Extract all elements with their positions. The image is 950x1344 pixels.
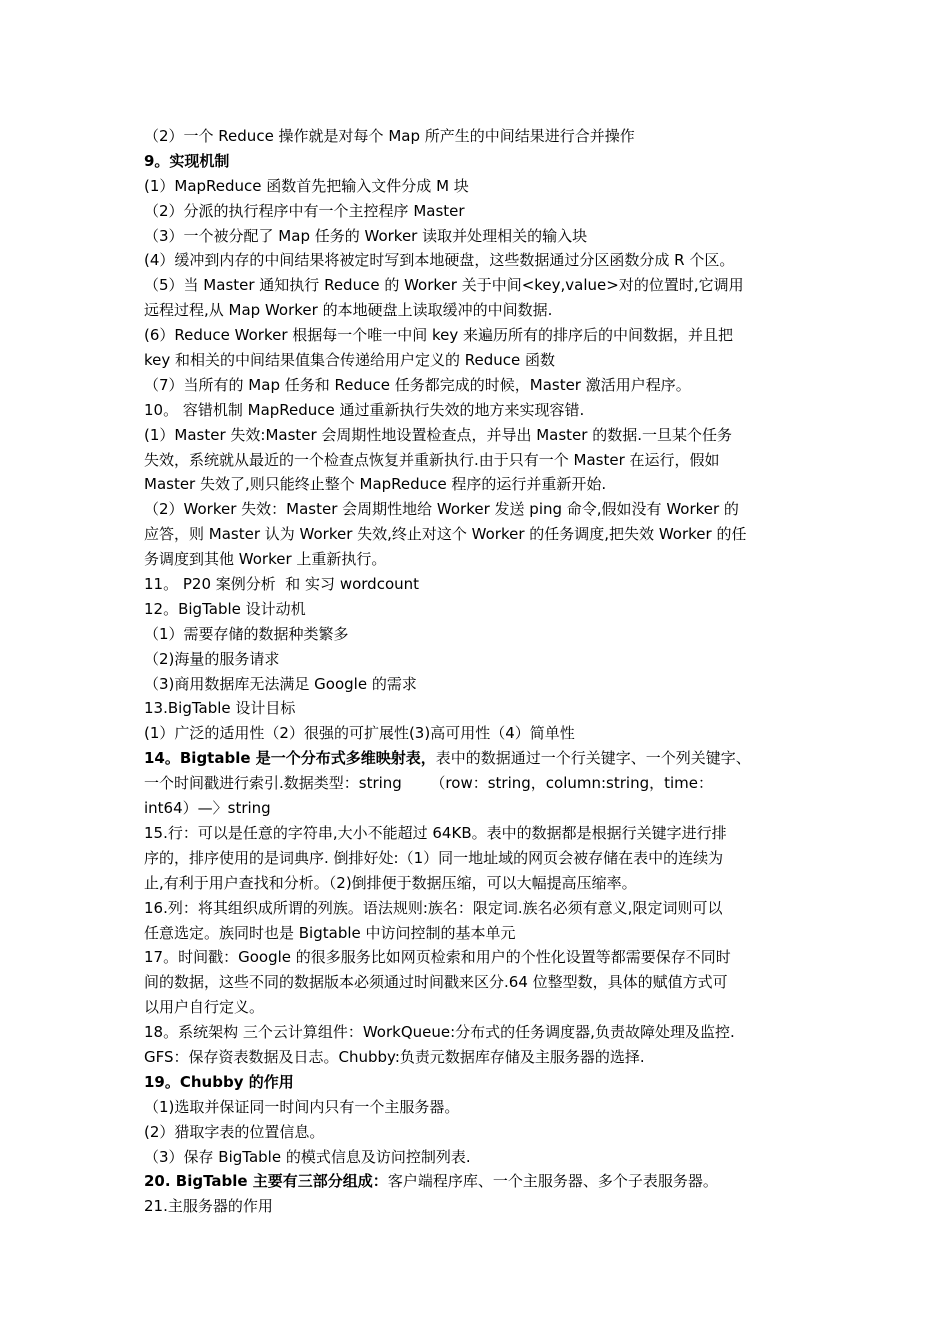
text-line [144, 398, 810, 423]
text-line [144, 970, 810, 995]
line-text: （3）保存 BigTable 的模式信息及访问控制列表. [144, 1147, 471, 1166]
line-text: 15.行：可以是任意的字符串,大小不能超过 64KB。表中的数据都是根据行关键字进行排 [144, 823, 727, 842]
line-text: key 和相关的中间结果值集合传递给用户定义的 Reduce 函数 [144, 351, 556, 370]
text-line [144, 821, 810, 846]
line-text: 13.BigTable 设计目标 [144, 699, 296, 718]
line-text: 10。 容错机制 MapReduce 通过重新执行失效的地方来实现容错. [144, 400, 585, 419]
text-line [144, 547, 810, 572]
bold-heading: 14。Bigtable 是一个分布式多维映射表， [144, 749, 436, 768]
text-line [144, 896, 810, 921]
line-text: （3）一个被分配了 Map 任务的 Worker 读取并处理相关的输入块 [144, 226, 588, 245]
text-line [144, 721, 810, 746]
text-line [144, 1120, 810, 1145]
line-text: 任意选定。族同时也是 Bigtable 中访问控制的基本单元 [144, 923, 516, 942]
text-line [144, 1045, 810, 1070]
text-line [144, 647, 810, 672]
line-text: 序的，排序使用的是词典序. 倒排好处:（1）同一地址域的网页会被存储在表中的连续为 [144, 848, 724, 867]
line-text: （1)选取并保证同一时间内只有一个主服务器。 [144, 1097, 460, 1116]
text-line [144, 1194, 810, 1219]
bold-heading: 9。实现机制 [144, 151, 230, 170]
line-text: int64）—〉string [144, 799, 271, 818]
text-line [144, 796, 810, 821]
line-text: 失效，系统就从最近的一个检查点恢复并重新执行.由于只有一个 Master 在运行，假如 [144, 450, 720, 469]
text-line [144, 1145, 810, 1170]
line-text: (1）广泛的适用性（2）很强的可扩展性(3)高可用性（4）简单性 [144, 724, 575, 743]
line-text: 一个时间戳进行索引.数据类型：string （row：string，column:string，time： [144, 774, 713, 793]
text-line [144, 373, 810, 398]
text-line [144, 945, 810, 970]
text-line [144, 871, 810, 896]
line-text: （7）当所有的 Map 任务和 Reduce 任务都完成的时候，Master 激活用户程序。 [144, 375, 691, 394]
text-line [144, 149, 810, 174]
line-text: 16.列：将其组织成所谓的列族。语法规则:族名：限定词.族名必须有意义,限定词则可以 [144, 898, 723, 917]
line-text: （2)海量的服务请求 [144, 649, 280, 668]
text-line [144, 572, 810, 597]
line-text: 21.主服务器的作用 [144, 1197, 273, 1216]
text-line [144, 323, 810, 348]
text-line [144, 497, 810, 522]
line-text: 应答，则 Master 认为 Worker 失效,终止对这个 Worker 的任务调度,把失效 Worker 的任 [144, 525, 747, 544]
line-text: 远程过程,从 Map Worker 的本地硬盘上读取缓冲的中间数据. [144, 301, 553, 320]
line-text: （1）需要存储的数据种类繁多 [144, 624, 349, 643]
text-line [144, 696, 810, 721]
text-line [144, 746, 810, 771]
bold-heading: 19。Chubby 的作用 [144, 1072, 294, 1091]
line-text: (1）Master 失效:Master 会周期性地设置检查点，并导出 Master 的数据.一旦某个任务 [144, 425, 732, 444]
line-text: (2）猎取字表的位置信息。 [144, 1122, 325, 1141]
document-page [144, 124, 810, 1219]
line-text: 12。BigTable 设计动机 [144, 599, 306, 618]
line-text: Master 失效了,则只能终止整个 MapReduce 程序的运行并重新开始. [144, 475, 607, 494]
line-text: 以用户自行定义。 [144, 998, 265, 1017]
text-line [144, 124, 810, 149]
line-text: 间的数据，这些不同的数据版本必须通过时间戳来区分.64 位整型数，具体的赋值方式可 [144, 973, 728, 992]
line-text: （5）当 Master 通知执行 Reduce 的 Worker 关于中间<key,value>对的位置时,它调用 [144, 276, 744, 295]
line-text: (1）MapReduce 函数首先把输入文件分成 M 块 [144, 176, 469, 195]
line-text: 客户端程序库、一个主服务器、多个子表服务器。 [387, 1172, 718, 1191]
text-line [144, 995, 810, 1020]
text-line [144, 1020, 810, 1045]
text-line [144, 1070, 810, 1095]
line-text: 17。时间戳：Google 的很多服务比如网页检索和用户的个性化设置等都需要保存不同时 [144, 948, 731, 967]
text-line [144, 921, 810, 946]
line-text: （2）Worker 失效：Master 会周期性地给 Worker 发送 ping 命令,假如没有 Worker 的 [144, 500, 739, 519]
text-line [144, 1169, 810, 1194]
line-text: （2）分派的执行程序中有一个主控程序 Master [144, 201, 465, 220]
line-text: （2）一个 Reduce 操作就是对每个 Map 所产生的中间结果进行合并操作 [144, 127, 635, 145]
line-text: (6）Reduce Worker 根据每一个唯一中间 key 来遍历所有的排序后的中间数据，并且把 [144, 326, 734, 345]
line-text: (4）缓冲到内存的中间结果将被定时写到本地硬盘，这些数据通过分区函数分成 R 个区。 [144, 251, 735, 270]
line-text: 11。 P20 案例分析 和 实习 wordcount [144, 575, 420, 594]
text-line [144, 472, 810, 497]
line-text: 止,有利于用户查找和分析。（2)倒排便于数据压缩，可以大幅提高压缩率。 [144, 873, 637, 892]
text-line [144, 298, 810, 323]
text-line [144, 846, 810, 871]
line-text: 务调度到其他 Worker 上重新执行。 [144, 550, 387, 569]
text-line [144, 423, 810, 448]
line-text: 表中的数据通过一个行关键字、一个列关键字、 [435, 749, 751, 768]
text-line [144, 348, 810, 373]
bold-heading: 20. BigTable 主要有三部分组成： [144, 1172, 388, 1191]
text-line [144, 448, 810, 473]
text-line [144, 199, 810, 224]
text-line [144, 622, 810, 647]
line-text: 18。系统架构 三个云计算组件：WorkQueue:分布式的任务调度器,负责故障处理及监控. [144, 1023, 735, 1042]
text-line [144, 174, 810, 199]
text-line [144, 522, 810, 547]
line-text: GFS：保存资表数据及日志。Chubby:负责元数据库存储及主服务器的选择. [144, 1047, 645, 1066]
text-line [144, 672, 810, 697]
text-line [144, 224, 810, 249]
text-line [144, 771, 810, 796]
text-line [144, 273, 810, 298]
text-line [144, 597, 810, 622]
text-line [144, 1095, 810, 1120]
line-text: （3)商用数据库无法满足 Google 的需求 [144, 674, 417, 693]
text-line [144, 248, 810, 273]
